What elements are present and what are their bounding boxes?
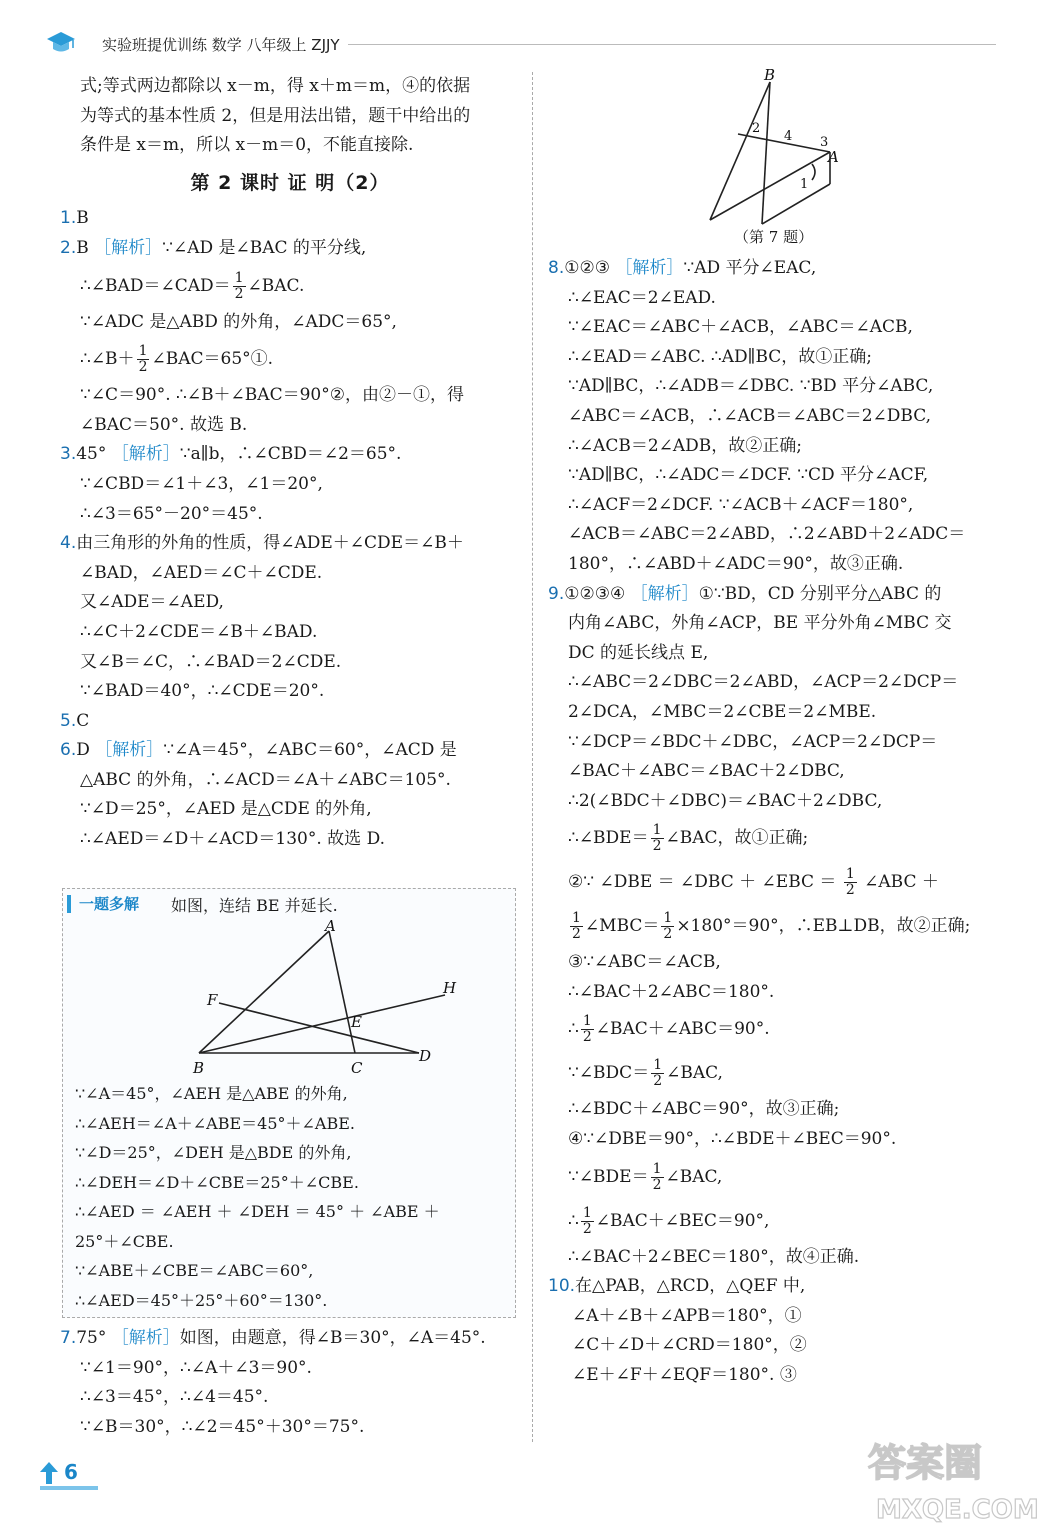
analysis-tag: ［解析］: [630, 583, 699, 604]
page-number-bar: [40, 1486, 98, 1490]
question-number: 8.: [548, 258, 565, 278]
text-line: ∴∠EAC＝2∠EAD.: [568, 287, 716, 308]
fraction: $\frac{1}{2}$: [653, 1057, 663, 1090]
answer-text: B: [76, 208, 89, 229]
label-F: F: [207, 991, 218, 1009]
question-number: 5.: [60, 710, 77, 731]
page-header: [30, 28, 998, 62]
analysis-tag: ［解析］: [94, 237, 163, 258]
column-divider: [532, 72, 533, 1442]
text-line: ∴2(∠BDC＋∠DBC)＝∠BAC＋2∠DBC,: [568, 790, 883, 811]
text-line: ∴∠BAD＝∠CAD＝ $\frac{1}{2}$ ∠BAC.: [80, 269, 305, 302]
answer-7-block: [60, 1324, 520, 1442]
text-line: △ABC 的外角，∴∠ACD＝∠A＋∠ABC＝105°.: [80, 769, 451, 790]
question-number: 4.: [60, 533, 77, 554]
text-line: ∵AD∥BC，∴∠ADC＝∠DCF. ∵CD 平分∠ACF,: [568, 465, 929, 486]
answer-7: 7.75° ［解析］如图，由题意，得∠B＝30°，∠A＝45°.: [60, 1328, 486, 1348]
angle-4-label: 4: [784, 129, 793, 144]
section-title: 第 2 课时 证 明（2）: [190, 171, 390, 194]
answer-4: 4.由三角形的外角的性质，得∠ADE＋∠CDE＝∠B＋: [60, 533, 464, 554]
text-line: ∴∠EAD＝∠ABC. ∴AD∥BC，故①正确;: [568, 346, 873, 367]
text-line: ∴∠BAC＋2∠ABC＝180°.: [568, 981, 775, 1002]
answer-text: ∵∠AD 是∠BAC 的平分线,: [162, 237, 367, 258]
question-number: 9.: [548, 583, 565, 604]
text-line: 180°，∴∠ABD＋∠ADC＝90°，故③正确.: [568, 553, 904, 574]
angle-1-label: 1: [800, 177, 809, 192]
text-line: ∴∠ABC＝2∠DBC＝2∠ABD，∠ACP＝2∠DCP＝: [568, 672, 959, 693]
text-line: ∠BAC＝50°. 故选 B.: [80, 414, 248, 435]
analysis-tag: ［解析］: [111, 1328, 180, 1348]
question-number: 10.: [548, 1276, 576, 1297]
figure-caption: （第 7 题）: [734, 228, 814, 246]
label-D: D: [419, 1047, 432, 1065]
text-line: ∴∠DEH＝∠D＋∠CBE＝25°＋∠CBE.: [75, 1172, 359, 1192]
answer-10: 10.在△PAB，△RCD，△QEF 中,: [548, 1276, 806, 1297]
book-title: 实验班提优训练 数学 八年级上 ZJJY: [102, 36, 340, 54]
text-line: ∠ABC＝∠ACB，∴∠ACB＝∠ABC＝2∠DBC,: [568, 405, 932, 426]
fraction: $\frac{1}{2}$: [572, 910, 581, 943]
text-line: ∴ $\frac{1}{2}$ ∠BAC＋∠BEC＝90°,: [568, 1204, 770, 1237]
page-number-text: 6: [64, 1460, 78, 1484]
fraction: $\frac{1}{2}$: [652, 822, 662, 855]
fraction: $\frac{1}{2}$: [234, 269, 244, 302]
text-line: DC 的延长线点 E,: [568, 642, 709, 663]
label-B: B: [193, 1059, 205, 1077]
text-line: ∵∠D＝25°，∠DEH 是△BDE 的外角,: [75, 1143, 352, 1162]
label-E: E: [351, 1013, 362, 1031]
text-line: ∠ACB＝∠ABC＝2∠ABD，∴2∠ABD＋2∠ADC＝: [568, 524, 966, 545]
text-line: ∴∠ACF＝2∠DCF. ∵∠ACB＋∠ACF＝180°,: [568, 494, 914, 515]
text-line: 式;等式两边都除以 x－m，得 x＋m＝m，④的依据: [80, 76, 471, 96]
box-accent-bar: [67, 895, 71, 913]
triangle-diagram: [193, 917, 457, 1083]
page-number: [40, 1458, 100, 1490]
figure-q7-diagram: [700, 68, 850, 228]
text-line: $\frac{1}{2}$ ∠MBC＝ $\frac{1}{2}$ ×180°＝90°，∴EB⊥DB，故②正确;: [572, 910, 971, 943]
text-line: 2∠DCA，∠MBC＝2∠CBE＝2∠MBE.: [568, 701, 877, 722]
watermark-logo: [860, 1430, 1039, 1530]
question-number: 3.: [60, 444, 77, 465]
text-line: ∴∠B＋ $\frac{1}{2}$ ∠BAC＝65°①.: [80, 343, 274, 376]
text-line: ∠BAD，∠AED＝∠C＋∠CDE.: [80, 562, 323, 583]
text-line: ∵∠1＝90°，∴∠A＋∠3＝90°.: [80, 1357, 312, 1378]
text-line: 为等式的基本性质 2，但是用法出错，题干中给出的: [80, 105, 471, 126]
text-line: ④∵∠DBE＝90°，∴∠BDE＋∠BEC＝90°.: [568, 1129, 897, 1150]
text-line: ∠E＋∠F＋∠EQF＝180°. ③: [572, 1365, 797, 1386]
text-line: 又∠ADE＝∠AED,: [80, 592, 224, 613]
svg-text:答案圈: 答案圈: [868, 1441, 983, 1485]
svg-text:MXQE.COM: MXQE.COM: [876, 1495, 1039, 1525]
text-line: ∠BAC＋∠ABC＝∠BAC＋2∠DBC,: [568, 761, 845, 782]
text-line: 又∠B＝∠C，∴∠BAD＝2∠CDE.: [80, 651, 342, 672]
text-line: ∵AD∥BC，∴∠ADB＝∠DBC. ∵BD 平分∠ABC,: [568, 376, 934, 397]
angle-2-label: 2: [752, 121, 761, 136]
header-rule: [348, 44, 996, 45]
text-line: 25°＋∠CBE.: [75, 1231, 174, 1251]
right-column: [548, 254, 998, 1391]
box-intro: 如图，连结 BE 并延长.: [171, 896, 338, 915]
text-line: 内角∠ABC，外角∠ACP，BE 平分外角∠MBC 交: [568, 613, 952, 634]
fraction: $\frac{1}{2}$: [652, 1160, 662, 1193]
label-H: H: [443, 979, 457, 997]
answer-6: 6.D ［解析］∵∠A＝45°，∠ABC＝60°，∠ACD 是: [60, 740, 457, 761]
fraction: $\frac{1}{2}$: [582, 1204, 592, 1237]
multi-solution-box: [62, 888, 516, 1318]
analysis-tag: ［解析］: [615, 258, 684, 278]
fraction: $\frac{1}{2}$: [663, 910, 673, 943]
question-number: 7.: [60, 1328, 77, 1348]
text-line: ∴∠AED＝45°＋25°＋60°＝130°.: [75, 1290, 328, 1310]
text-line: ∴ $\frac{1}{2}$ ∠BAC＋∠ABC＝90°.: [568, 1013, 770, 1046]
text-line: ∵∠BDC＝ $\frac{1}{2}$ ∠BAC,: [568, 1057, 723, 1090]
text-line: ∵∠DCP＝∠BDC＋∠DBC，∠ACP＝2∠DCP＝: [568, 731, 938, 752]
text-line: ∴∠3＝45°，∴∠4＝45°.: [80, 1387, 269, 1408]
text-line: ∵∠C＝90°. ∴∠B＋∠BAC＝90°②，由②－①，得: [80, 385, 464, 406]
text-line: ∵∠BAD＝40°，∴∠CDE＝20°.: [80, 681, 325, 702]
box-title: 一题多解: [79, 895, 140, 913]
answer-choice: B: [76, 237, 89, 258]
analysis-tag: ［解析］: [95, 740, 164, 761]
text-line: ∴∠BDE＝ $\frac{1}{2}$ ∠BAC，故①正确;: [568, 822, 809, 855]
text-line: ∠C＋∠D＋∠CRD＝180°，②: [572, 1335, 807, 1356]
answer-3: 3.45° ［解析］∵a∥b，∴∠CBD＝∠2＝65°.: [60, 444, 402, 465]
text-line: ∴∠3＝65°－20°＝45°.: [80, 503, 263, 524]
text-line: ∴∠AEH＝∠A＋∠ABE＝45°＋∠ABE.: [75, 1113, 355, 1133]
answer-5: 5.C: [60, 710, 90, 731]
question-number: 1.: [60, 208, 77, 229]
answer-1: [60, 204, 520, 234]
up-arrow-icon: [40, 1462, 58, 1484]
analysis-tag: ［解析］: [111, 444, 180, 465]
text-line: ∴∠AED ＝ ∠AEH ＋ ∠DEH ＝ 45° ＋ ∠ABE ＋: [75, 1202, 440, 1221]
label-A: A: [325, 917, 336, 935]
text-line: ∵∠B＝30°，∴∠2＝45°＋30°＝75°.: [80, 1416, 365, 1437]
label-B: B: [764, 66, 776, 84]
answer-9: 9.①②③④ ［解析］①∵BD，CD 分别平分△ABC 的: [548, 583, 942, 604]
label-C: C: [351, 1059, 363, 1077]
text-line: ∵∠D＝25°，∠AED 是△CDE 的外角,: [80, 799, 372, 820]
left-column: [60, 72, 520, 855]
text-line: ∠A＋∠B＋∠APB＝180°，①: [572, 1305, 802, 1326]
box-solution: [75, 1079, 440, 1315]
figure-q7: [700, 68, 850, 258]
answer-8: 8.①②③ ［解析］∵AD 平分∠EAC,: [548, 258, 817, 278]
fraction: $\frac{1}{2}$: [138, 343, 148, 376]
text-line: ∵∠ABE＋∠CBE＝∠ABC＝60°,: [75, 1261, 314, 1280]
text-line: ∵∠ADC 是△ABD 的外角，∠ADC＝65°,: [80, 311, 397, 332]
text-line: ②∵ ∠DBE ＝ ∠DBC ＋ ∠EBC ＝ $\frac{1}{2}$ ∠ABC ＋: [568, 866, 939, 899]
fraction: $\frac{1}{2}$: [845, 866, 855, 899]
fraction: $\frac{1}{2}$: [582, 1013, 592, 1046]
text-line: ∵∠EAC＝∠ABC＋∠ACB，∠ABC＝∠ACB,: [568, 317, 913, 338]
text-line: ∴∠BAC＋2∠BEC＝180°，故④正确.: [568, 1246, 860, 1267]
question-number: 6.: [60, 740, 77, 761]
graduation-cap-icon: [46, 30, 76, 56]
text-line: ③∵∠ABC＝∠ACB,: [568, 952, 721, 973]
text-line: ∴∠C＋2∠CDE＝∠B＋∠BAD.: [80, 621, 318, 642]
angle-3-label: 3: [820, 135, 829, 150]
answer-2: [60, 234, 520, 264]
text-line: ∵∠CBD＝∠1＋∠3，∠1＝20°,: [80, 473, 323, 494]
text-line: ∴∠AED＝∠D＋∠ACD＝130°. 故选 D.: [80, 829, 385, 850]
text-line: ∵∠A＝45°，∠AEH 是△ABE 的外角,: [75, 1084, 348, 1103]
label-A: A: [828, 148, 839, 166]
text-line: ∵∠BDE＝ $\frac{1}{2}$ ∠BAC,: [568, 1160, 723, 1193]
text-line: ∴∠BDC＋∠ABC＝90°，故③正确;: [568, 1099, 840, 1120]
question-number: 2.: [60, 237, 77, 258]
text-line: 条件是 x＝m，所以 x－m＝0，不能直接除.: [80, 135, 414, 156]
text-line: ∴∠ACB＝2∠ADB，故②正确;: [568, 435, 803, 456]
